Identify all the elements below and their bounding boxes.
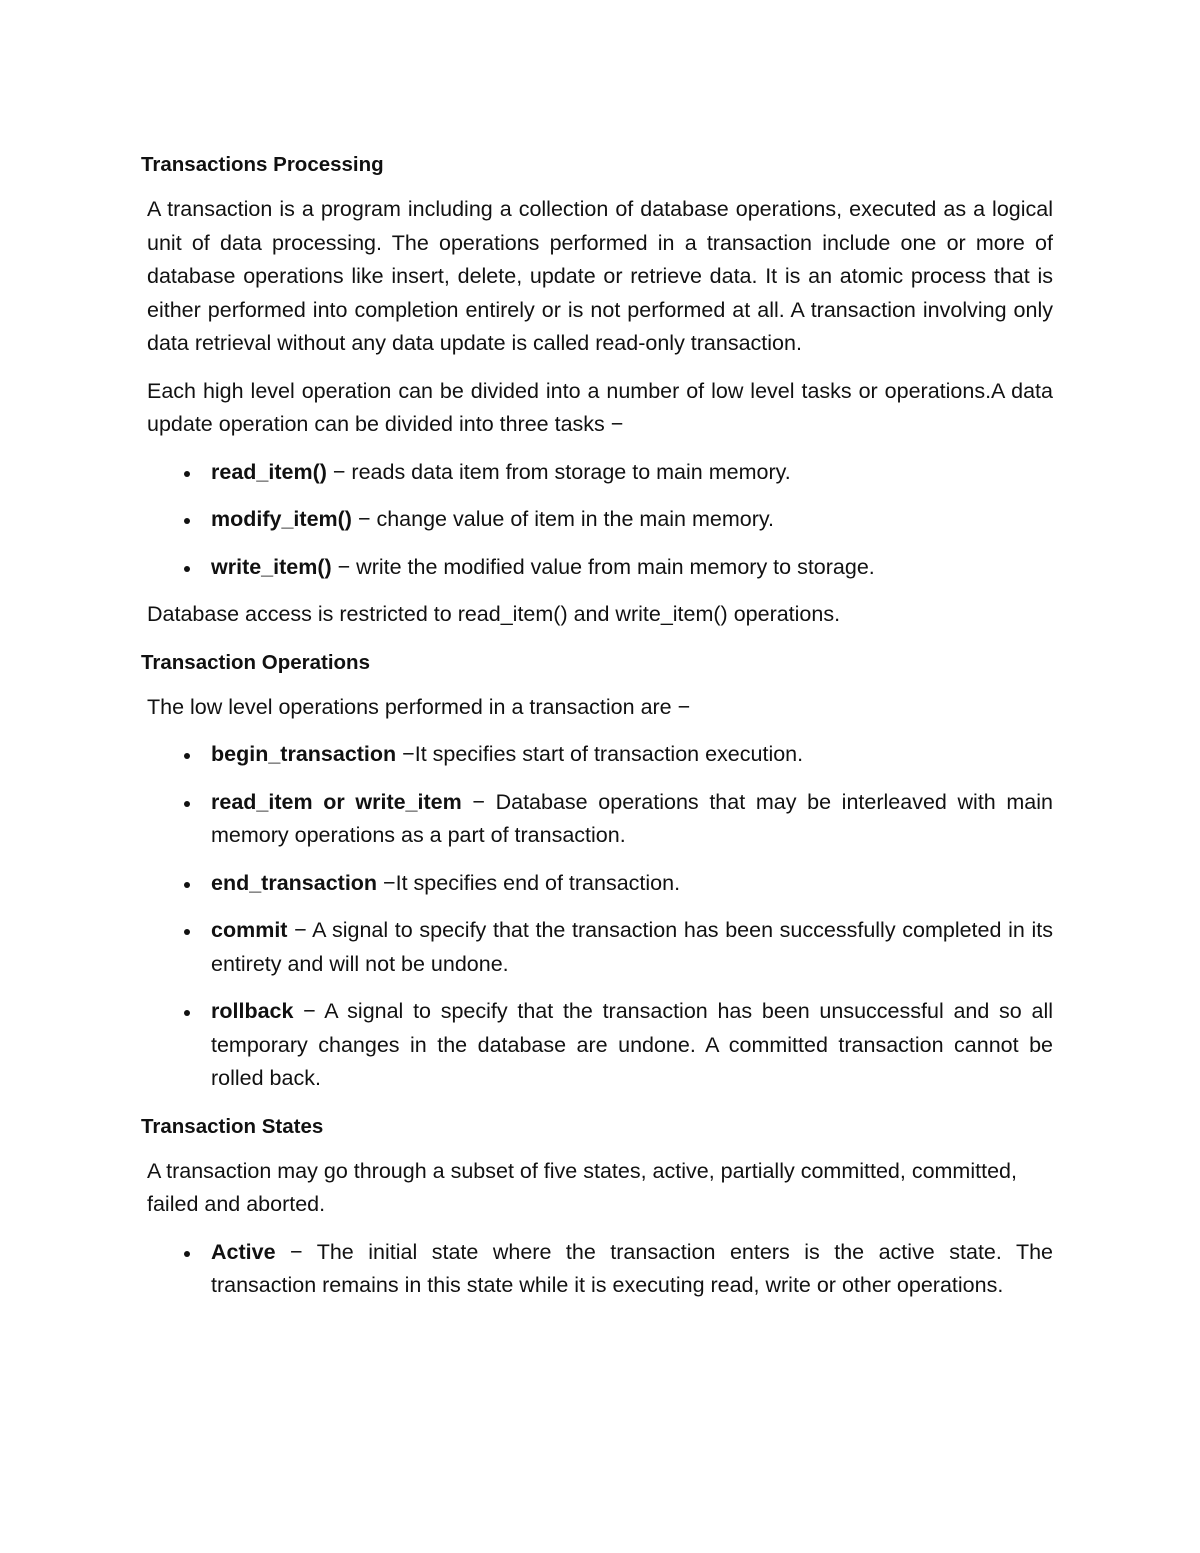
paragraph-transaction-definition: A transaction is a program including a collection of database operations, executed as a logical unit of data processing. The operations performed in a transaction include one or more of database operations like insert, delete, update or retrieve data. It is an atomic process that is either performed into completion entirely or is not performed at all. A transaction involving only data retrieval without any data update is called read-only transaction. [147, 197, 1053, 355]
bullet-icon [184, 566, 190, 572]
term-description: −It specifies start of transaction execution. [396, 742, 804, 766]
list-item [147, 786, 1053, 853]
bullet-icon [184, 518, 190, 524]
term: begin_transaction [211, 742, 397, 766]
list-item [147, 551, 1053, 585]
term-description: − change value of item in the main memory. [351, 507, 775, 531]
term: commit [211, 918, 288, 942]
term: rollback [211, 999, 294, 1023]
bullet-icon [184, 1010, 190, 1016]
list-item [147, 867, 1053, 901]
term-description: −It specifies end of transaction. [377, 870, 681, 895]
term: Active [211, 1239, 276, 1264]
term-description: − A signal to specify that the transaction has been successfully completed in its entirety and will not be undone. [211, 918, 1053, 976]
list-item [147, 1236, 1053, 1303]
bullet-icon [184, 929, 190, 935]
list-transaction-operations [147, 738, 1053, 1096]
term-description: − write the modified value from main memory to storage. [331, 554, 875, 579]
term-description: − Database operations that may be interleaved with main memory operations as a part of transaction. [211, 789, 1053, 847]
document-content [141, 148, 1053, 1317]
paragraph-high-level-operation: Each high level operation can be divided into a number of low level tasks or operations.A data update operation can be divided into three tasks − [147, 378, 1053, 436]
list-transaction-states [147, 1236, 1053, 1303]
list-item [147, 738, 1053, 772]
term: modify_item() [211, 507, 352, 531]
heading-transaction-states: Transaction States [141, 1114, 324, 1138]
paragraph-five-states: A transaction may go through a subset of five states, active, partially committed, committed, failed and aborted. [147, 1158, 1017, 1216]
term-description: − reads data item from storage to main memory. [326, 459, 791, 484]
bullet-icon [184, 882, 190, 888]
heading-transactions-processing: Transactions Processing [141, 153, 384, 176]
term: end_transaction [211, 870, 378, 895]
term-description: − A signal to specify that the transaction has been unsuccessful and so all temporary changes in the database are undone. A committed transaction cannot be rolled back. [211, 999, 1053, 1090]
term: read_item or write_item [211, 789, 462, 814]
bullet-icon [184, 471, 190, 477]
paragraph-database-access: Database access is restricted to read_item() and write_item() operations. [147, 602, 841, 626]
list-data-update-tasks [147, 456, 1053, 585]
list-item [147, 503, 1053, 537]
list-item [147, 456, 1053, 490]
term: write_item() [211, 554, 332, 579]
bullet-icon [184, 753, 190, 759]
term-description: − The initial state where the transaction enters is the active state. The transaction remains in this state while it is executing read, write or other operations. [211, 1239, 1053, 1297]
bullet-icon [184, 1251, 190, 1257]
list-item [147, 914, 1053, 981]
term: read_item() [211, 459, 327, 484]
heading-transaction-operations: Transaction Operations [141, 650, 370, 674]
paragraph-low-level-operations: The low level operations performed in a transaction are − [147, 694, 691, 719]
list-item [147, 995, 1053, 1096]
bullet-icon [184, 801, 190, 807]
